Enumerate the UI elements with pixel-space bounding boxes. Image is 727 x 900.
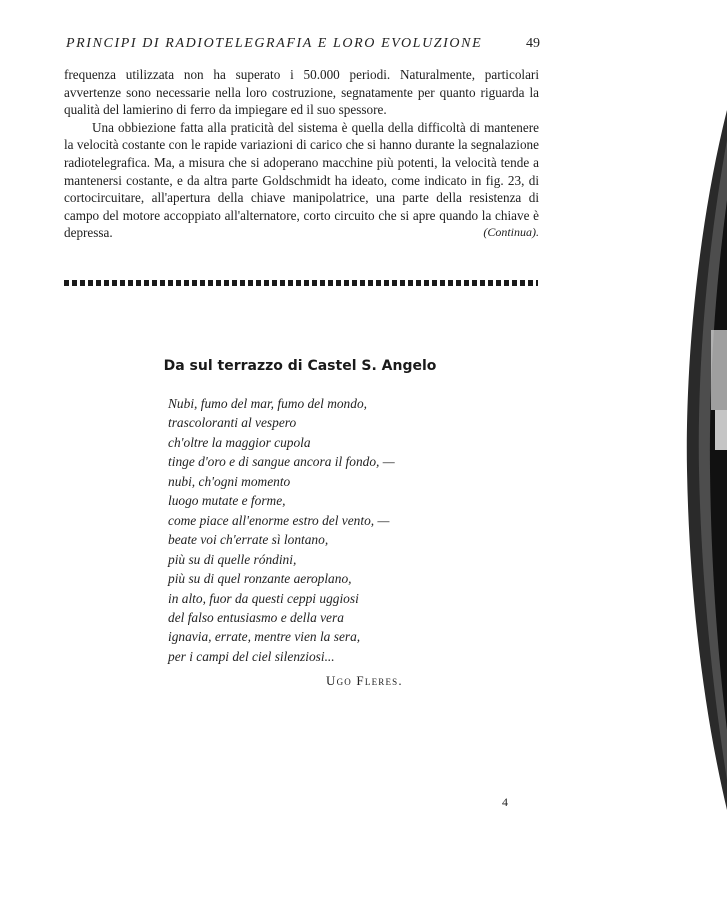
scan-edge-artifact — [667, 110, 727, 810]
poem-line: più su di quelle róndini, — [168, 551, 297, 567]
continua-note: (Continua). — [483, 225, 539, 240]
poem-line: più su di quel ronzante aeroplano, — [168, 571, 352, 587]
poem-line: tinge d'oro e di sangue ancora il fondo, — — [168, 454, 395, 470]
section-divider — [64, 280, 538, 286]
folio-number: 49 — [526, 36, 540, 51]
poem-line: trascoloranti al vespero — [168, 415, 297, 431]
poem-title: Da sul terrazzo di Castel S. Angelo — [163, 358, 437, 374]
poem-line: ch'oltre la maggior cupola — [168, 434, 311, 450]
poem-body — [168, 394, 468, 666]
poem-line: del falso entusiasmo e della vera — [168, 609, 344, 625]
running-head — [66, 36, 540, 52]
poem-line: per i campi del ciel silenziosi... — [168, 648, 335, 664]
paragraph-2 — [64, 119, 539, 242]
poem-line: ignavia, errate, mentre vien la sera, — [168, 629, 361, 645]
page-number: 4 — [502, 795, 508, 809]
poem-line: come piace all'enorme estro del vento, — — [168, 512, 390, 528]
poem-author: Ugo Fleres. — [326, 673, 403, 688]
poem-line: luogo mutate e forme, — [168, 493, 286, 509]
paragraph-1: frequenza utilizzata non ha superato i 50.000 periodi. Naturalmente, particolari avvertenze sono necessarie nella loro costruzione, segnatamente per quanto riguarda la qualità del lamierino di ferro da impiegare ed il suo spessore. — [64, 67, 539, 118]
poem-line: nubi, ch'ogni momento — [168, 473, 291, 489]
poem-line: Nubi, fumo del mar, fumo del mondo, — [168, 396, 367, 411]
poem-line: in alto, fuor da questi ceppi uggiosi — [168, 590, 359, 606]
poem-line: beate voi ch'errate sì lontano, — [168, 532, 329, 548]
article-body — [64, 66, 539, 242]
paragraph-2-text: Una obbiezione fatta alla praticità del sistema è quella della difficoltà di mantenere la velocità costante con le rapide variazioni di carico che si hanno durante la segnalazione radiotelegrafica. Ma, a misura che si adoperano macchine più potenti, la velocità tende a mantenersi costante, e da altra parte Goldschmidt ha ideato, come indicato in fig. 23, di cortocircuitare, all'apertura della chiave manipolatrice, una parte della resistenza di campo del motore accoppiato all'alternatore, corto circuito che si apre quando la chiave è depressa. — [64, 119, 539, 241]
running-title: PRINCIPI DI RADIOTELEGRAFIA E LORO EVOLUZIONE — [66, 36, 483, 51]
